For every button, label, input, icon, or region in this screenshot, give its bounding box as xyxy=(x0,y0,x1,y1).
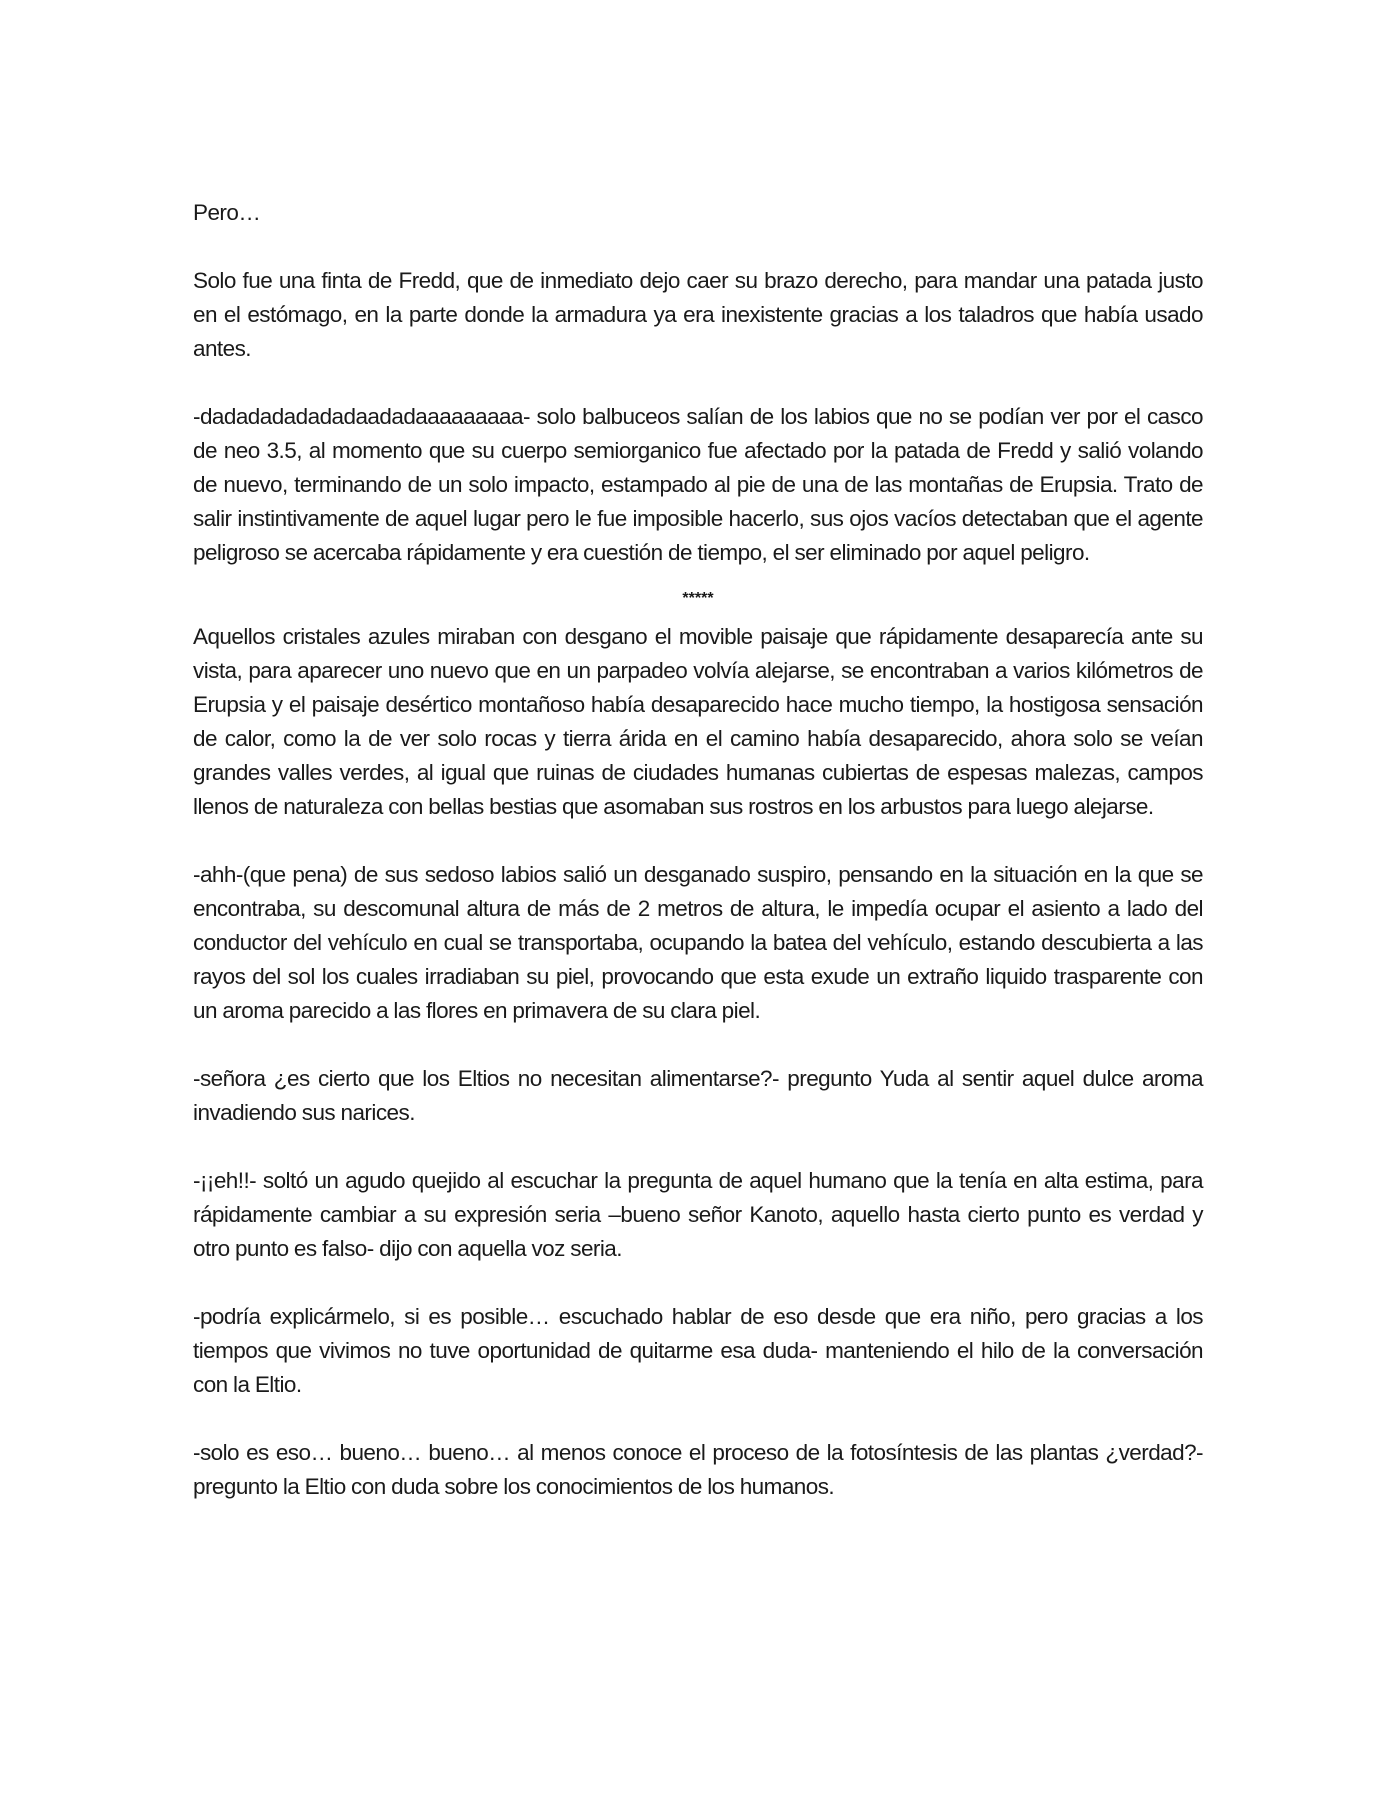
section-separator: ***** xyxy=(682,590,714,607)
paragraph: Pero… xyxy=(193,200,261,225)
paragraph: -solo es eso… bueno… bueno… al menos conoce el proceso de la fotosíntesis de las plantas ¿verdad?- pregunto la Eltio con duda sobre los conocimientos de los humanos. xyxy=(193,1440,1203,1499)
paragraph: Solo fue una finta de Fredd, que de inmediato dejo caer su brazo derecho, para mandar una patada justo en el estómago, en la parte donde la armadura ya era inexistente gracias a los taladros que había usado antes. xyxy=(193,268,1203,361)
paragraph: Aquellos cristales azules miraban con desgano el movible paisaje que rápidamente desaparecía ante su vista, para aparecer uno nuevo que en un parpadeo volvía alejarse, se encontraban a varios kilómetros de Erupsia y el paisaje desértico montañoso había desaparecido hace mucho tiempo, la hostigosa sensación de calor, como la de ver solo rocas y tierra árida en el camino había desaparecido, ahora solo se veían grandes valles verdes, al igual que ruinas de ciudades humanas cubiertas de espesas malezas, campos llenos de naturaleza con bellas bestias que asomaban sus rostros en los arbustos para luego alejarse. xyxy=(193,624,1203,819)
paragraph: -podría explicármelo, si es posible… escuchado hablar de eso desde que era niño, pero gracias a los tiempos que vivimos no tuve oportunidad de quitarme esa duda- manteniendo el hilo de la conversación con la Eltio. xyxy=(193,1304,1203,1397)
paragraph: -dadadadadadadaadadaaaaaaaaa- solo balbuceos salían de los labios que no se podían ver por el casco de neo 3.5, al momento que su cuerpo semiorganico fue afectado por la patada de Fredd y salió volando de nuevo, terminando de un solo impacto, estampado al pie de una de las montañas de Erupsia. Trato de salir instintivamente de aquel lugar pero le fue imposible hacerlo, sus ojos vacíos detectaban que el agente peligroso se acercaba rápidamente y era cuestión de tiempo, el ser eliminado por aquel peligro. xyxy=(193,404,1203,565)
paragraph: -señora ¿es cierto que los Eltios no necesitan alimentarse?- pregunto Yuda al sentir aquel dulce aroma invadiendo sus narices. xyxy=(193,1066,1203,1125)
paragraph: -ahh-(que pena) de sus sedoso labios salió un desganado suspiro, pensando en la situación en la que se encontraba, su descomunal altura de más de 2 metros de altura, le impedía ocupar el asiento a lado del conductor del vehículo en cual se transportaba, ocupando la batea del vehículo, estando descubierta a las rayos del sol los cuales irradiaban su piel, provocando que esta exude un extraño liquido trasparente con un aroma parecido a las flores en primavera de su clara piel. xyxy=(193,862,1203,1023)
paragraph: -¡¡eh!!- soltó un agudo quejido al escuchar la pregunta de aquel humano que la tenía en alta estima, para rápidamente cambiar a su expresión seria –bueno señor Kanoto, aquello hasta cierto punto es verdad y otro punto es falso- dijo con aquella voz seria. xyxy=(193,1168,1203,1261)
text-body xyxy=(193,196,1203,1538)
